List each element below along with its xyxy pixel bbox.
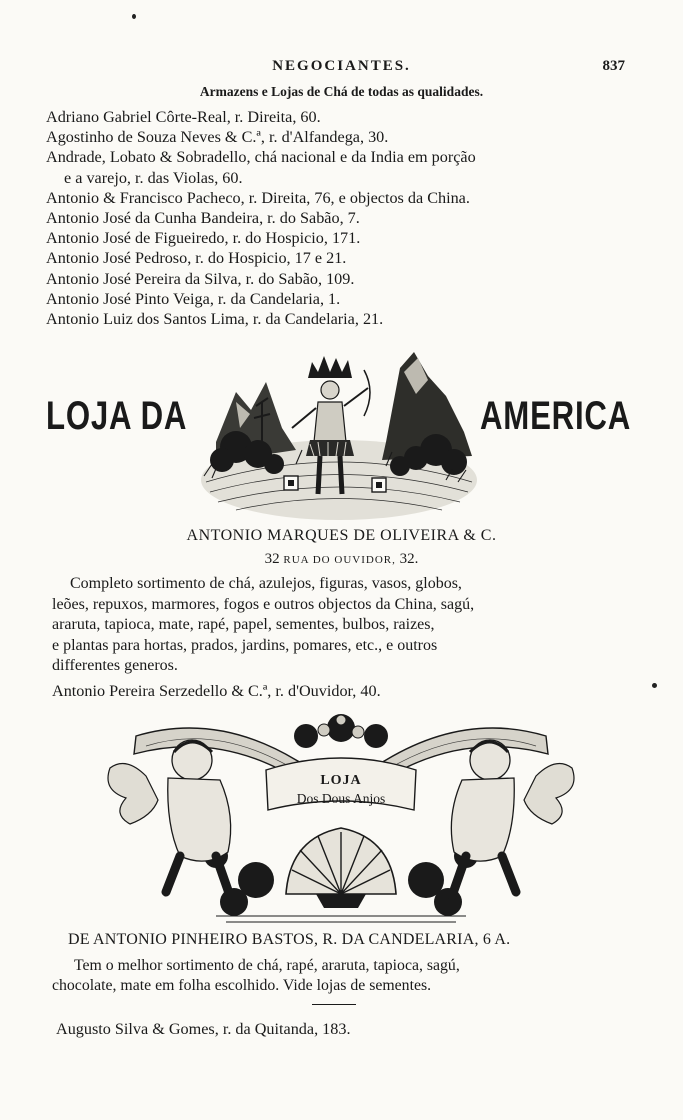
description-line: chocolate, mate em folha escolhido. Vide lojas de sementes. [52,977,432,994]
america-description [52,574,610,677]
advert-title-right: AMERICA [480,394,632,438]
section-title: NEGOCIANTES. [272,58,411,74]
america-address [0,551,683,568]
description-line: Completo sortimento de chá, azulejos, figuras, vasos, globos, [70,575,462,592]
dous-anjos-engraving [96,706,586,928]
merchant-entry: Augusto Silva & Gomes, r. da Quitanda, 183. [56,1020,351,1038]
description-line: e plantas para hortas, prados, jardins, pomares, etc., e outros [52,636,438,654]
section-divider-rule [312,1004,356,1005]
loja-da-america-advert [0,332,683,520]
description-line: araruta, tapioca, mate, rapé, papel, sementes, bulbos, raizes, [52,616,435,633]
merchant-entry-continuation: e a varejo, r. das Violas, 60. [64,168,243,187]
merchant-entry: Antonio José Pereira da Silva, r. do Sabão, 109. [46,269,355,288]
description-line: differentes generos. [52,657,178,674]
merchant-entry: Antonio & Francisco Pacheco, r. Direita, 76, e objectos da China. [46,188,470,207]
america-figure-engraving [196,332,482,520]
address-street: RUA DO OUVIDOR, [283,554,396,566]
merchant-entry: Antonio José da Cunha Bandeira, r. do Sabão, 7. [46,209,360,228]
anjos-firm-line: DE ANTONIO PINHEIRO BASTOS, R. DA CANDELARIA, 6 A. [68,931,511,948]
merchant-entry-list [46,107,646,329]
ink-speck [132,14,136,19]
merchant-entry: Adriano Gabriel Côrte-Real, r. Direita, 60. [46,108,321,126]
address-number-end: 32. [399,551,419,567]
category-subheading: Armazens e Lojas de Chá de todas as qualidades. [199,84,484,99]
merchant-entry: Antonio José Pinto Veiga, r. da Candelaria, 1. [46,289,341,308]
merchant-entry: Antonio José Pedroso, r. do Hospicio, 17 e 21. [46,249,347,268]
merchant-entry: Antonio Pereira Serzedello & C.ª, r. d'Ouvidor, 40. [52,682,381,700]
address-number: 32 [264,551,280,567]
running-head [0,58,683,80]
anjos-description [52,956,610,996]
banner-loja: LOJA [320,773,362,788]
merchant-entry: Andrade, Lobato & Sobradello, chá nacional e da India em porção [46,148,476,167]
ink-speck [652,683,657,688]
merchant-entry: Antonio Luiz dos Santos Lima, r. da Candelaria, 21. [46,310,384,329]
banner-dous-anjos: Dos Dous Anjos [296,791,386,806]
loja-dos-dous-anjos-advert [96,706,586,928]
merchant-entry: Antonio José de Figueiredo, r. do Hospicio, 171. [46,229,361,248]
advert-title-left: LOJA DA [46,394,188,438]
page-number: 837 [602,58,625,74]
merchant-entry: Agostinho de Souza Neves & C.ª, r. d'Alfandega, 30. [46,128,389,147]
description-line: leões, repuxos, marmores, fogos e outros objectos da China, sagú, [52,595,475,613]
america-firm-name: ANTONIO MARQUES DE OLIVEIRA & C. [186,527,497,544]
description-line: Tem o melhor sortimento de chá, rapé, araruta, tapioca, sagú, [74,957,460,974]
